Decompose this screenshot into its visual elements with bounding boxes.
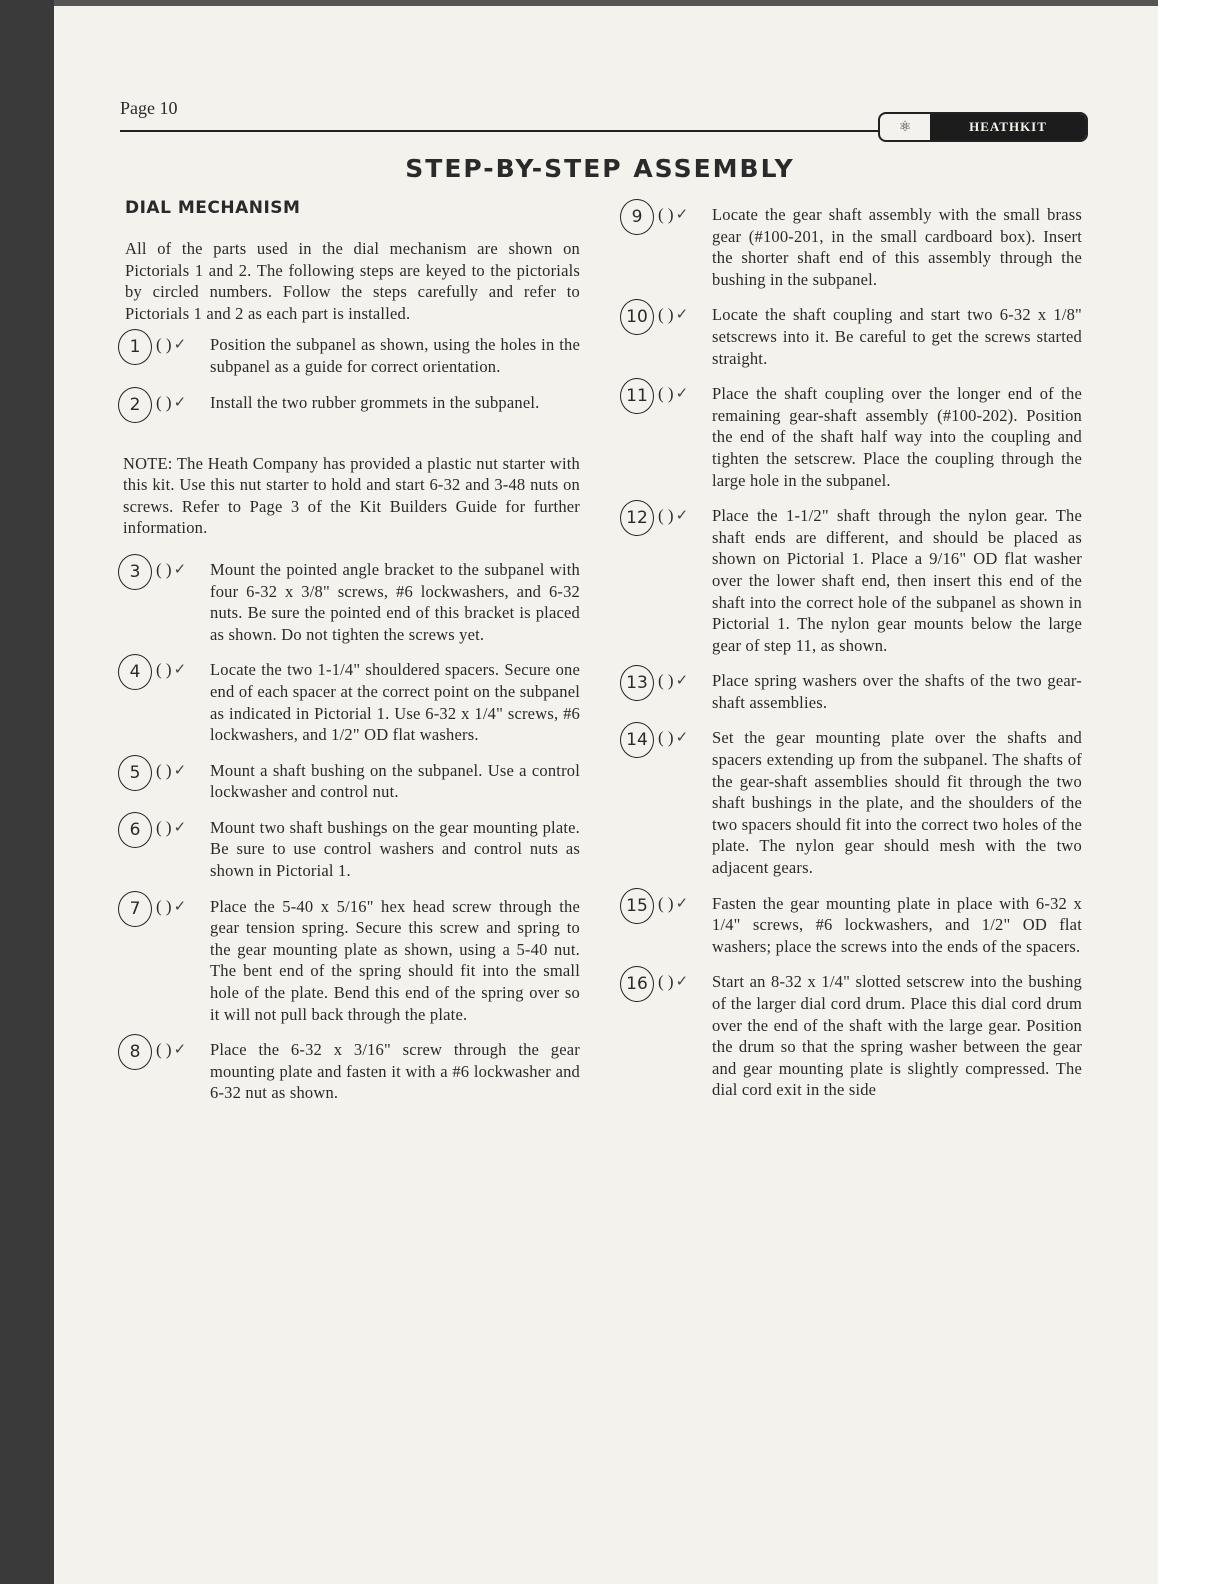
checkbox-parens: ( ) [156,559,172,579]
atom-icon: ⚛ [898,119,912,135]
check-mark-icon: ✓ [173,1040,187,1059]
check-mark-icon: ✓ [675,893,689,912]
step-number-circle: 14 [620,722,654,758]
step-checkbox[interactable] [654,505,712,656]
left-steps-b [118,559,580,1118]
scan-edge-top [0,0,1160,6]
checkbox-parens: ( ) [658,384,674,404]
check-mark-icon: ✓ [173,760,187,779]
step-checkbox[interactable] [654,971,712,1101]
step-number-circle: 8 [118,1034,152,1070]
step-checkbox[interactable] [152,659,210,745]
step-checkbox[interactable] [152,334,210,377]
step-checkbox[interactable] [654,670,712,713]
step-number-circle: 15 [620,888,654,924]
check-mark-icon: ✓ [675,728,689,747]
intro-paragraph: All of the parts used in the dial mechanism are shown on Pictorials 1 and 2. The following steps are keyed to the pictorials by circled numbers. Follow the steps carefully and refer to Pictorials 1 and 2 as each part is installed. [125,239,580,323]
scan-edge-left [0,0,54,1584]
check-mark-icon: ✓ [675,205,689,223]
step-checkbox[interactable] [654,893,712,958]
step-text: Locate the shaft coupling and start two 6-32 x 1/8" setscrews into it. Be careful to get the screws started straight. [712,305,1082,368]
checkbox-parens: ( ) [156,896,172,916]
checkbox-parens: ( ) [156,817,172,837]
step-number-circle: 4 [118,654,152,690]
step-text: Place the 5-40 x 5/16" hex head screw through the gear tension spring. Secure this screw and spring to the gear mounting plate as shown, using a 5-40 nut. The bent end of the spring should fit into the small hole of the plate. Bend this end of the spring over so it will not pull back through the plate. [210,896,580,1024]
step-text: Place spring washers over the shafts of the two gear-shaft assemblies. [712,671,1082,712]
step-number-circle: 1 [118,329,152,365]
assembly-step [118,659,580,745]
checkbox-parens: ( ) [156,660,172,680]
assembly-step [620,670,1082,713]
check-mark-icon: ✓ [173,559,187,578]
assembly-step [620,505,1082,656]
step-checkbox[interactable] [654,727,712,878]
header-rule [120,130,878,132]
step-number-circle: 6 [118,812,152,848]
step-text: Place the 6-32 x 3/16" screw through the gear mounting plate and fasten it with a #6 lockwasher and 6-32 nut as shown. [210,1040,580,1103]
check-mark-icon: ✓ [173,335,187,354]
assembly-step [118,392,580,423]
step-text: Fasten the gear mounting plate in place with 6-32 x 1/4" screws, #6 lockwashers, and 1/2" OD flat washers; place the screws into the ends of the spacers. [712,893,1082,956]
step-number-circle: 7 [118,891,152,927]
step-text: Locate the gear shaft assembly with the small brass gear (#100-201, in the small cardboard box). Insert the shorter shaft end of this assembly through the bushing in the subpanel. [712,205,1082,289]
assembly-step [620,383,1082,491]
scan-edge-right [1158,0,1224,1584]
check-mark-icon: ✓ [675,972,689,991]
checkbox-parens: ( ) [658,305,674,325]
checkbox-parens: ( ) [658,205,674,224]
logo-text: HEATHKIT [930,114,1086,140]
check-mark-icon: ✓ [675,506,689,525]
checkbox-parens: ( ) [658,972,674,992]
assembly-step [118,896,580,1026]
assembly-step [118,760,580,803]
step-checkbox[interactable] [152,392,210,423]
step-checkbox[interactable] [654,204,712,290]
step-text: Place the 1-1/2" shaft through the nylon gear. The shaft ends are different, and should be placed as shown on Pictorial 1. Place a 9/16" OD flat washer over the lower shaft end, then insert this end of the shaft into the correct hole of the subpanel as shown in Pictorial 1. The nylon gear mounts below the large gear of step 11, as shown. [712,506,1082,655]
checkbox-parens: ( ) [658,893,674,913]
step-text: Install the two rubber grommets in the subpanel. [210,392,540,412]
assembly-step [620,893,1082,958]
section-heading: DIAL MECHANISM [125,198,301,218]
heathkit-logo [878,112,1088,142]
assembly-step [620,304,1082,369]
checkbox-parens: ( ) [156,760,172,780]
check-mark-icon: ✓ [173,817,187,836]
step-number-circle: 16 [620,966,654,1002]
checkbox-parens: ( ) [156,1040,172,1060]
step-checkbox[interactable] [152,817,210,882]
check-mark-icon: ✓ [173,660,187,679]
step-number-circle: 9 [620,199,654,235]
right-column [620,204,1082,1115]
step-number-circle: 10 [620,299,654,335]
assembly-step [620,204,1082,290]
page-number: Page 10 [120,98,178,118]
step-text: Mount a shaft bushing on the subpanel. Use a control lockwasher and control nut. [210,760,580,802]
step-number-circle: 11 [620,378,654,414]
left-column [118,198,580,1118]
step-text: Position the subpanel as shown, using the holes in the subpanel as a guide for correct orientation. [210,335,580,376]
step-text: Mount two shaft bushings on the gear mounting plate. Be sure to use control washers and control nuts as shown in Pictorial 1. [210,817,580,881]
checkbox-parens: ( ) [658,728,674,748]
step-checkbox[interactable] [654,383,712,491]
step-number-circle: 13 [620,665,654,701]
step-number-circle: 5 [118,755,152,791]
step-number-circle: 3 [118,554,152,590]
checkbox-parens: ( ) [658,671,674,691]
step-checkbox[interactable] [152,896,210,1026]
step-checkbox[interactable] [152,559,210,645]
step-checkbox[interactable] [654,304,712,369]
left-steps-a [118,334,580,436]
checkbox-parens: ( ) [156,392,172,412]
assembly-step [118,334,580,377]
check-mark-icon: ✓ [173,392,187,411]
step-text: Start an 8-32 x 1/4" slotted setscrew into the bushing of the larger dial cord drum. Place this dial cord drum over the end of the shaft with the large gear. Position the drum so that the spring washer between the gear and gear mounting plate is slightly compressed. The dial cord exit in the side [712,972,1082,1100]
step-text: Mount the pointed angle bracket to the subpanel with four 6-32 x 3/8" screws, #6 lockwashers, and 6-32 nuts. Be sure the pointed end of this bracket is placed as shown. Do not tighten the screws yet. [210,559,580,644]
assembly-step [118,559,580,645]
step-number-circle: 2 [118,387,152,423]
check-mark-icon: ✓ [173,896,187,915]
checkbox-parens: ( ) [658,506,674,526]
assembly-step [118,1039,580,1104]
assembly-step [118,817,580,882]
checkbox-parens: ( ) [156,335,172,355]
step-number-circle: 12 [620,500,654,536]
note-paragraph: NOTE: The Heath Company has provided a plastic nut starter with this kit. Use this nut starter to hold and start 6-32 and 3-48 nuts on screws. Refer to Page 3 of the Kit Builders Guide for further information. [123,453,580,538]
step-text: Locate the two 1-1/4" shouldered spacers. Secure one end of each spacer at the correct point on the subpanel as indicated in Pictorial 1. Use 6-32 x 1/4" screws, #6 lockwashers, and 1/2" OD flat washers. [210,660,580,745]
page-title: STEP-BY-STEP ASSEMBLY [405,154,795,183]
assembly-step [620,727,1082,878]
step-text: Set the gear mounting plate over the shafts and spacers extending up from the subpanel. The shafts of the gear-shaft assemblies should fit through the two shaft bushings in the plate, and the shoulders of the two spacers should fit into the correct two holes of the plate. The nylon gear should mesh with the two adjacent gears. [712,728,1082,878]
check-mark-icon: ✓ [675,384,689,403]
assembly-step [620,971,1082,1101]
step-checkbox[interactable] [152,1039,210,1104]
step-text: Place the shaft coupling over the longer end of the remaining gear-shaft assembly (#100-202). Position the end of the shaft half way into the coupling and tighten the setscrew. Place the coupling through the large hole in the subpanel. [712,384,1082,490]
check-mark-icon: ✓ [675,671,689,690]
check-mark-icon: ✓ [675,305,689,324]
step-checkbox[interactable] [152,760,210,803]
